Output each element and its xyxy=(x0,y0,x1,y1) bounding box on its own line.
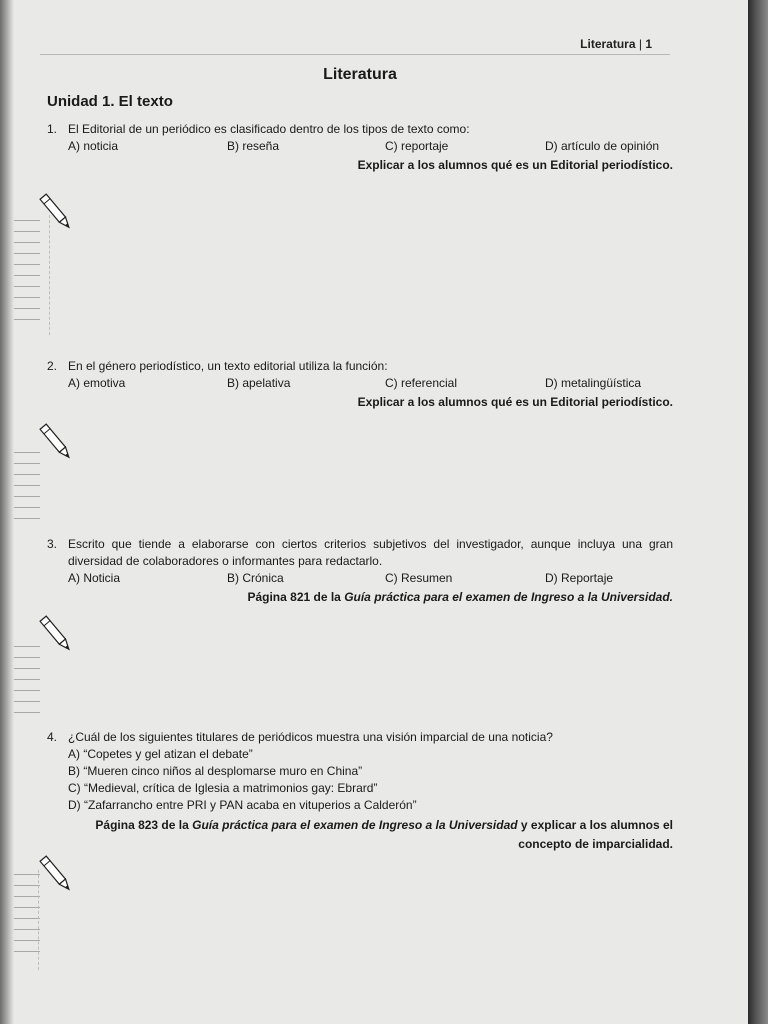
question-text: ¿Cuál de los siguientes titulares de periódicos muestra una visión imparcial de una noticia? xyxy=(68,730,553,744)
question-text: El Editorial de un periódico es clasificado dentro de los tipos de texto como: xyxy=(68,122,470,136)
question-number: 2. xyxy=(47,359,58,373)
option-c: C) Resumen xyxy=(385,571,453,585)
option-d: D) Reportaje xyxy=(545,571,614,585)
teacher-note: Explicar a los alumnos qué es un Editorial periodístico. xyxy=(357,158,673,172)
options-list xyxy=(68,746,673,814)
question-number: 3. xyxy=(47,537,58,551)
options-row xyxy=(68,138,673,155)
option-b: B) apelativa xyxy=(227,376,291,390)
question-text: En el género periodístico, un texto editorial utiliza la función: xyxy=(68,359,388,373)
option-a: A) noticia xyxy=(68,139,119,153)
option-d: D) “Zafarrancho entre PRI y PAN acaba en vituperios a Calderón” xyxy=(68,798,417,812)
option-a: A) Noticia xyxy=(68,571,121,585)
option-b: B) reseña xyxy=(227,139,280,153)
teacher-note xyxy=(47,589,673,606)
question-2 xyxy=(47,358,673,411)
ruler-marks xyxy=(14,452,40,529)
option-d: D) artículo de opinión xyxy=(545,139,660,153)
question-4 xyxy=(47,729,673,853)
note-book-title: Guía práctica para el examen de Ingreso a la Universidad xyxy=(192,818,518,832)
options-row xyxy=(68,570,673,587)
question-text: Escrito que tiende a elaborarse con ciertos criterios subjetivos del investigador, aunque incluya una gran diversidad de colaboradores o informantes para redactarlo. xyxy=(68,537,673,568)
page-edge-shadow xyxy=(748,0,768,1024)
margin-dash xyxy=(38,870,40,970)
note-suffix: y explicar a los alumnos el xyxy=(517,818,673,832)
options-row xyxy=(68,375,673,392)
pencil-icon xyxy=(36,420,76,464)
option-a: A) emotiva xyxy=(68,376,126,390)
unit-heading: Unidad 1. El texto xyxy=(47,93,173,110)
option-a: A) “Copetes y gel atizan el debate” xyxy=(68,747,253,761)
teacher-note-line2: concepto de imparcialidad. xyxy=(518,837,673,851)
note-prefix: Página 821 de la xyxy=(247,590,345,604)
pencil-icon xyxy=(36,852,76,896)
teacher-note: Explicar a los alumnos qué es un Editorial periodístico. xyxy=(357,395,673,409)
question-number: 1. xyxy=(47,122,58,136)
header-rule xyxy=(40,54,670,55)
option-b: B) Crónica xyxy=(227,571,284,585)
header-separator: | xyxy=(638,37,646,51)
question-1 xyxy=(47,121,673,174)
margin-dash xyxy=(49,215,51,335)
running-header xyxy=(580,37,652,51)
option-d: D) metalingüística xyxy=(545,376,642,390)
ruler-marks xyxy=(14,220,40,330)
note-book-title: Guía práctica para el examen de Ingreso a la Universidad. xyxy=(344,590,673,604)
binding-shadow xyxy=(0,0,14,1024)
option-c: C) reportaje xyxy=(385,139,449,153)
question-3 xyxy=(47,536,673,606)
running-title: Literatura xyxy=(580,37,636,51)
page-title: Literatura xyxy=(323,66,397,83)
page-number: 1 xyxy=(645,37,652,51)
option-c: C) referencial xyxy=(385,376,458,390)
note-prefix: Página 823 de la xyxy=(95,818,193,832)
ruler-marks xyxy=(14,646,40,723)
pencil-icon xyxy=(36,190,76,234)
pencil-icon xyxy=(36,612,76,656)
teacher-note xyxy=(47,817,673,834)
option-c: C) “Medieval, crítica de Iglesia a matrimonios gay: Ebrard” xyxy=(68,781,378,795)
ruler-marks xyxy=(14,874,40,962)
option-b: B) “Mueren cinco niños al desplomarse muro en China” xyxy=(68,764,363,778)
question-number: 4. xyxy=(47,730,58,744)
